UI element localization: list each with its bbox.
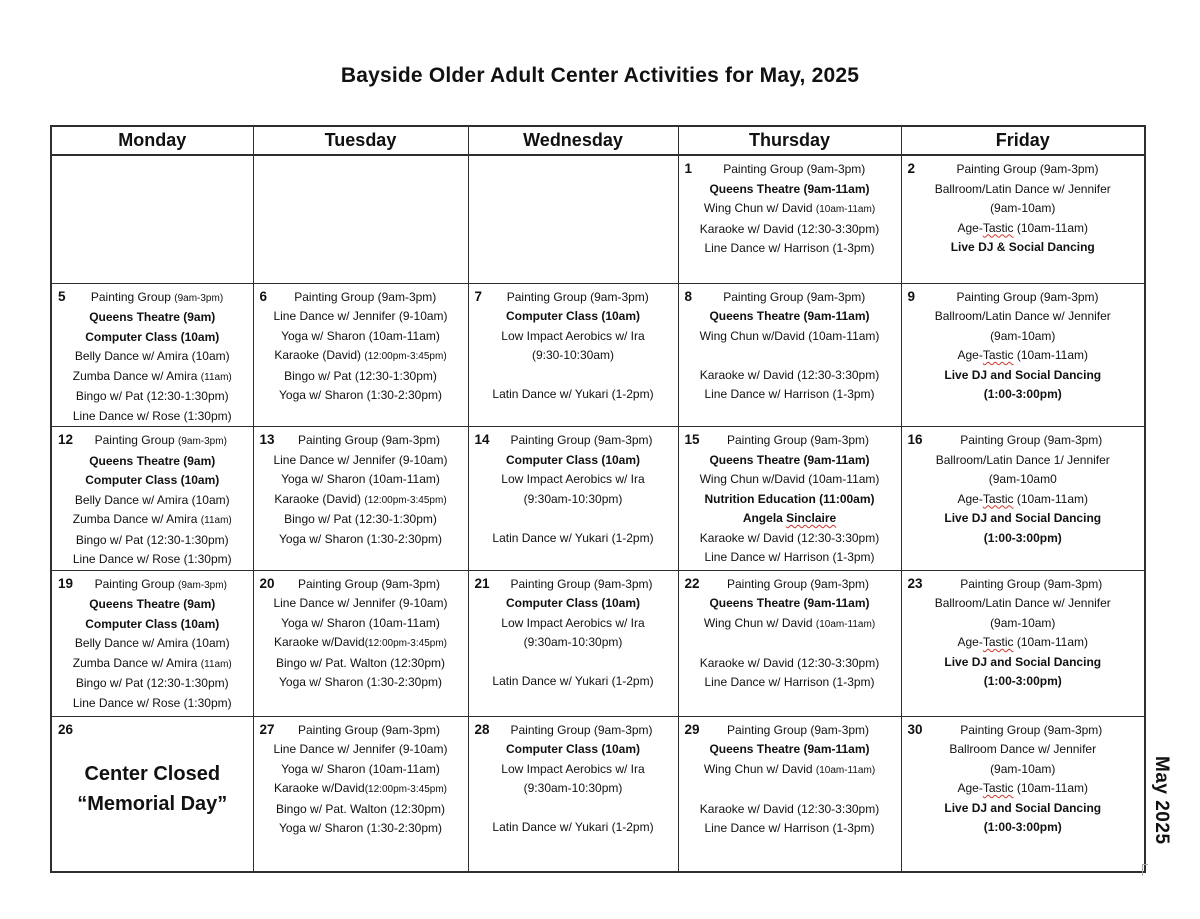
calendar-cell-day-8 xyxy=(678,283,901,427)
activity-line: Live DJ & Social Dancing xyxy=(950,240,1095,254)
day-number: 29 xyxy=(684,721,700,737)
calendar-body xyxy=(51,155,1145,872)
activity-line: Ballroom Dance w/ Jennifer xyxy=(949,742,1097,756)
week-row-3 xyxy=(51,427,1145,571)
day-line: 15 Painting Group (9am-3pm) xyxy=(683,430,897,451)
day-line: 23 Painting Group (9am-3pm) xyxy=(906,574,1141,595)
activity-line: Age-Tastic (10am-11am) xyxy=(957,220,1088,235)
calendar-cell-day-20 xyxy=(253,570,468,716)
calendar-cell-day-21 xyxy=(468,570,678,716)
activity-line: Computer Class (10am) xyxy=(85,329,220,344)
activity-line: Angela Sinclaire xyxy=(742,511,837,525)
calendar-cell-day-16 xyxy=(901,427,1145,571)
calendar-cell-day-2 xyxy=(901,155,1145,283)
activity-line: Yoga w/ Sharon (1:30-2:30pm) xyxy=(279,531,442,546)
activity-line: Belly Dance w/ Amira (10am) xyxy=(74,636,230,650)
calendar-cell-empty xyxy=(468,155,678,283)
day-number: 9 xyxy=(907,288,916,304)
day-number: 1 xyxy=(684,161,693,176)
activity-line xyxy=(683,634,897,654)
activity-line: Zumba Dance w/ Amira (11am) xyxy=(72,512,232,526)
activity-line: Live DJ and Social Dancing xyxy=(944,654,1102,669)
calendar-cell-day-22 xyxy=(678,570,901,716)
activity-line: Karaoke w/David(12:00pm-3:45pm) xyxy=(274,781,447,795)
activity-line: Live DJ and Social Dancing xyxy=(944,800,1102,815)
activity-line: Karaoke w/ David (12:30-3:30pm) xyxy=(699,221,880,236)
activity-line: Age-Tastic (10am-11am) xyxy=(957,348,1088,362)
activity-line: Bingo w/ Pat (12:30-1:30pm) xyxy=(75,389,229,403)
day-number: 15 xyxy=(684,432,700,447)
day-number: 8 xyxy=(684,288,693,304)
activity-line: Queens Theatre (9am-11am) xyxy=(709,596,870,610)
activity-line: Belly Dance w/ Amira (10am) xyxy=(74,349,230,363)
activity-line xyxy=(56,739,249,759)
activity-line: Ballroom/Latin Dance w/ Jennifer xyxy=(934,309,1111,323)
day-number: 21 xyxy=(474,575,490,591)
activity-line: (9:30am-10:30pm) xyxy=(523,491,623,506)
activity-line: Wing Chun w/ David (10am-11am) xyxy=(703,201,876,215)
activity-line: Bingo w/ Pat (12:30-1:30pm) xyxy=(75,676,229,690)
activity-line: Computer Class (10am) xyxy=(505,309,641,323)
activity-line: Age-Tastic (10am-11am) xyxy=(957,491,1088,506)
day-number: 20 xyxy=(259,575,275,591)
day-line: 27 Painting Group (9am-3pm) xyxy=(258,720,464,741)
activity-line: Latin Dance w/ Yukari (1-2pm) xyxy=(492,674,654,688)
activity-line: Latin Dance w/ Yukari (1-2pm) xyxy=(492,530,654,545)
activity-line: (1:00-3:00pm) xyxy=(983,820,1062,834)
calendar-cell-day-13 xyxy=(253,427,468,571)
activity-line: Wing Chun w/David (10am-11am) xyxy=(699,328,880,343)
activity-line: Queens Theatre (9am) xyxy=(89,597,216,611)
day-line: 2 Painting Group (9am-3pm) xyxy=(906,159,1141,180)
day-number: 26 xyxy=(58,721,74,737)
activity-line: Ballroom/Latin Dance 1/ Jennifer xyxy=(935,452,1110,467)
page-title: Bayside Older Adult Center Activities for May, 2025 xyxy=(340,64,860,87)
activity-line: Computer Class (10am) xyxy=(85,616,220,631)
activity-line xyxy=(473,509,674,529)
activity-line: Computer Class (10am) xyxy=(505,452,641,467)
calendar-cell-day-19 xyxy=(51,570,253,716)
activity-line: Computer Class (10am) xyxy=(85,473,220,487)
calendar-table xyxy=(50,125,1146,873)
activity-line xyxy=(683,780,897,800)
cursor-artifact-mark xyxy=(1142,864,1148,876)
activity-line: (9am-10am) xyxy=(990,201,1056,215)
activity-line: Zumba Dance w/ Amira (11am) xyxy=(72,368,232,383)
calendar-cell-day-5 xyxy=(51,283,253,427)
activity-line: Karaoke w/ David (12:30-3:30pm) xyxy=(699,801,880,816)
activity-line: Line Dance w/ Harrison (1-3pm) xyxy=(704,675,875,689)
week-row-1 xyxy=(51,155,1145,283)
day-line xyxy=(56,720,249,740)
activity-line: Line Dance w/ Harrison (1-3pm) xyxy=(704,821,875,835)
calendar-cell-day-30 xyxy=(901,716,1145,872)
day-line: 9 Painting Group (9am-3pm) xyxy=(906,287,1141,308)
calendar-cell-day-6 xyxy=(253,283,468,427)
activity-line xyxy=(473,653,674,673)
activity-line: Queens Theatre (9am) xyxy=(89,453,216,468)
activity-line: Ballroom/Latin Dance w/ Jennifer xyxy=(934,181,1111,196)
activity-line: “Memorial Day” xyxy=(77,792,228,815)
activity-line: Wing Chun w/ David (10am-11am) xyxy=(703,761,876,776)
activity-line: Latin Dance w/ Yukari (1-2pm) xyxy=(492,387,654,401)
side-month-label: May 2025 xyxy=(1151,756,1172,845)
activity-line: Line Dance w/ Jennifer (9-10am) xyxy=(273,596,448,610)
calendar-cell-day-29 xyxy=(678,716,901,872)
day-line: 7 Painting Group (9am-3pm) xyxy=(473,287,674,308)
day-header-thursday: Thursday xyxy=(678,126,901,155)
day-line: 28 Painting Group (9am-3pm) xyxy=(473,720,674,741)
day-line: 1 Painting Group (9am-3pm) xyxy=(683,159,897,180)
activity-line: Ballroom/Latin Dance w/ Jennifer xyxy=(934,596,1111,610)
activity-line: Yoga w/ Sharon (10am-11am) xyxy=(281,761,440,776)
day-number: 5 xyxy=(58,288,66,304)
day-line: 8 Painting Group (9am-3pm) xyxy=(683,287,897,308)
activity-line xyxy=(683,346,897,366)
activity-line: Yoga w/ Sharon (10am-11am) xyxy=(281,328,440,343)
day-number: 22 xyxy=(684,575,700,591)
activity-line: Center Closed xyxy=(84,762,221,785)
activity-line: (9am-10am) xyxy=(990,615,1056,630)
calendar-cell-day-14 xyxy=(468,427,678,571)
week-row-2 xyxy=(51,283,1145,427)
activity-line: (1:00-3:00pm) xyxy=(983,387,1062,401)
activity-line: Queens Theatre (9am-11am) xyxy=(709,181,870,196)
week-row-4 xyxy=(51,570,1145,716)
activity-line: Live DJ and Social Dancing xyxy=(944,367,1102,382)
activity-line: Bingo w/ Pat (12:30-1:30pm) xyxy=(284,512,437,526)
activity-line: Queens Theatre (9am) xyxy=(89,310,216,324)
calendar-cell-day-27 xyxy=(253,716,468,872)
activity-line: Low Impact Aerobics w/ Ira xyxy=(501,761,645,776)
day-header-friday: Friday xyxy=(901,126,1145,155)
activity-line: Line Dance w/ Rose (1:30pm) xyxy=(72,552,232,566)
activity-line: Live DJ and Social Dancing xyxy=(944,511,1102,525)
calendar-cell-day-7 xyxy=(468,283,678,427)
day-header-wednesday: Wednesday xyxy=(468,126,678,155)
activity-line: (9am-10am) xyxy=(990,761,1056,776)
activity-line: Computer Class (10am) xyxy=(505,596,641,610)
calendar-cell-day-9 xyxy=(901,283,1145,427)
activity-line: Yoga w/ Sharon (1:30-2:30pm) xyxy=(279,821,442,835)
activity-line: Line Dance w/ Jennifer (9-10am) xyxy=(273,452,448,467)
activity-line: Wing Chun w/ David (10am-11am) xyxy=(703,615,876,630)
activity-line: Zumba Dance w/ Amira (11am) xyxy=(72,655,232,670)
activity-line: Line Dance w/ Harrison (1-3pm) xyxy=(704,550,875,564)
day-line: 19 Painting Group (9am-3pm) xyxy=(56,574,249,596)
day-number: 14 xyxy=(474,432,490,447)
day-line: 16 Painting Group (9am-3pm) xyxy=(906,430,1141,451)
activity-line: Wing Chun w/David (10am-11am) xyxy=(699,472,880,486)
activity-line: (1:00-3:00pm) xyxy=(983,674,1062,688)
calendar-cell-day-15 xyxy=(678,427,901,571)
week-row-5 xyxy=(51,716,1145,872)
activity-line: Queens Theatre (9am-11am) xyxy=(709,742,870,756)
day-line: 13 Painting Group (9am-3pm) xyxy=(258,430,464,451)
day-number: 7 xyxy=(474,288,483,304)
day-number: 30 xyxy=(907,721,923,737)
day-number: 27 xyxy=(259,721,275,737)
activity-line: Nutrition Education (11:00am) xyxy=(704,491,875,506)
activity-line: Computer Class (10am) xyxy=(505,742,641,756)
calendar-cell-empty xyxy=(51,155,253,283)
activity-line: Line Dance w/ Rose (1:30pm) xyxy=(72,695,232,710)
activity-line: Queens Theatre (9am-11am) xyxy=(709,309,870,323)
day-line: 5 Painting Group (9am-3pm) xyxy=(56,287,249,309)
activity-line: Queens Theatre (9am-11am) xyxy=(709,452,870,467)
day-number: 13 xyxy=(259,432,275,447)
activity-line: Age-Tastic (10am-11am) xyxy=(957,635,1088,649)
activity-line: (1:00-3:00pm) xyxy=(983,530,1062,545)
activity-line: Yoga w/ Sharon (1:30-2:30pm) xyxy=(279,388,442,402)
day-line: 6 Painting Group (9am-3pm) xyxy=(258,287,464,308)
activity-line: Low Impact Aerobics w/ Ira xyxy=(501,472,645,486)
day-header-monday: Monday xyxy=(51,126,253,155)
activity-line: Karaoke (David) (12:00pm-3:45pm) xyxy=(274,348,447,362)
calendar-cell-empty xyxy=(253,155,468,283)
activity-line: Bingo w/ Pat (12:30-1:30pm) xyxy=(75,532,229,547)
activity-line: Age-Tastic (10am-11am) xyxy=(957,781,1088,795)
day-number: 6 xyxy=(259,288,268,304)
calendar-cell-day-28 xyxy=(468,716,678,872)
activity-line: Bingo w/ Pat. Walton (12:30pm) xyxy=(276,655,445,670)
activity-line: Low Impact Aerobics w/ Ira xyxy=(501,328,645,343)
day-line: 20 Painting Group (9am-3pm) xyxy=(258,574,464,595)
activity-line: Yoga w/ Sharon (10am-11am) xyxy=(281,615,440,630)
calendar-cell-day-12 xyxy=(51,427,253,571)
activity-line: Low Impact Aerobics w/ Ira xyxy=(501,615,645,630)
day-line: 14 Painting Group (9am-3pm) xyxy=(473,430,674,451)
day-number: 12 xyxy=(58,432,74,447)
activity-line: Karaoke w/ David (12:30-3:30pm) xyxy=(699,655,880,670)
activity-line: Bingo w/ Pat. Walton (12:30pm) xyxy=(276,801,445,816)
activity-line: Latin Dance w/ Yukari (1-2pm) xyxy=(492,820,654,834)
activity-line: Line Dance w/ Harrison (1-3pm) xyxy=(704,387,875,401)
activity-line: Line Dance w/ Jennifer (9-10am) xyxy=(273,742,448,756)
day-line: 21 Painting Group (9am-3pm) xyxy=(473,574,674,595)
calendar-cell-day-1 xyxy=(678,155,901,283)
activity-line: Karaoke w/ David (12:30-3:30pm) xyxy=(699,530,880,545)
activity-line: (9:30am-10:30pm) xyxy=(523,635,623,649)
activity-line: Karaoke (David) (12:00pm-3:45pm) xyxy=(274,491,447,506)
activity-line: (9am-10am) xyxy=(990,328,1056,343)
activity-line: Line Dance w/ Harrison (1-3pm) xyxy=(704,241,875,255)
activity-line: Yoga w/ Sharon (1:30-2:30pm) xyxy=(279,675,442,689)
activity-line xyxy=(473,366,674,386)
day-number: 23 xyxy=(907,575,923,591)
activity-line: (9:30-10:30am) xyxy=(531,348,615,362)
day-line: 12 Painting Group (9am-3pm) xyxy=(56,430,249,452)
day-line: 30 Painting Group (9am-3pm) xyxy=(906,720,1141,741)
activity-line: Yoga w/ Sharon (10am-11am) xyxy=(281,472,440,486)
day-header-tuesday: Tuesday xyxy=(253,126,468,155)
calendar-header xyxy=(51,126,1145,155)
calendar-cell-day-23 xyxy=(901,570,1145,716)
day-line: 22 Painting Group (9am-3pm) xyxy=(683,574,897,595)
calendar-cell-day-26 xyxy=(51,716,253,872)
day-number: 2 xyxy=(907,161,916,176)
activity-line: (9:30am-10:30pm) xyxy=(523,781,623,795)
day-number: 28 xyxy=(474,721,490,737)
activity-line: Karaoke w/ David (12:30-3:30pm) xyxy=(699,367,880,382)
activity-line: (9am-10am0 xyxy=(988,472,1057,486)
activity-line: Karaoke w/David(12:00pm-3:45pm) xyxy=(274,635,447,649)
activity-line: Belly Dance w/ Amira (10am) xyxy=(74,492,230,507)
activity-line xyxy=(473,799,674,819)
day-number: 16 xyxy=(907,432,923,447)
activity-line: Line Dance w/ Rose (1:30pm) xyxy=(72,408,232,423)
activity-line: Line Dance w/ Jennifer (9-10am) xyxy=(273,309,448,323)
day-number: 19 xyxy=(58,575,74,591)
day-line: 29 Painting Group (9am-3pm) xyxy=(683,720,897,741)
activity-line: Bingo w/ Pat (12:30-1:30pm) xyxy=(284,368,437,383)
calendar-header-row xyxy=(51,126,1145,155)
